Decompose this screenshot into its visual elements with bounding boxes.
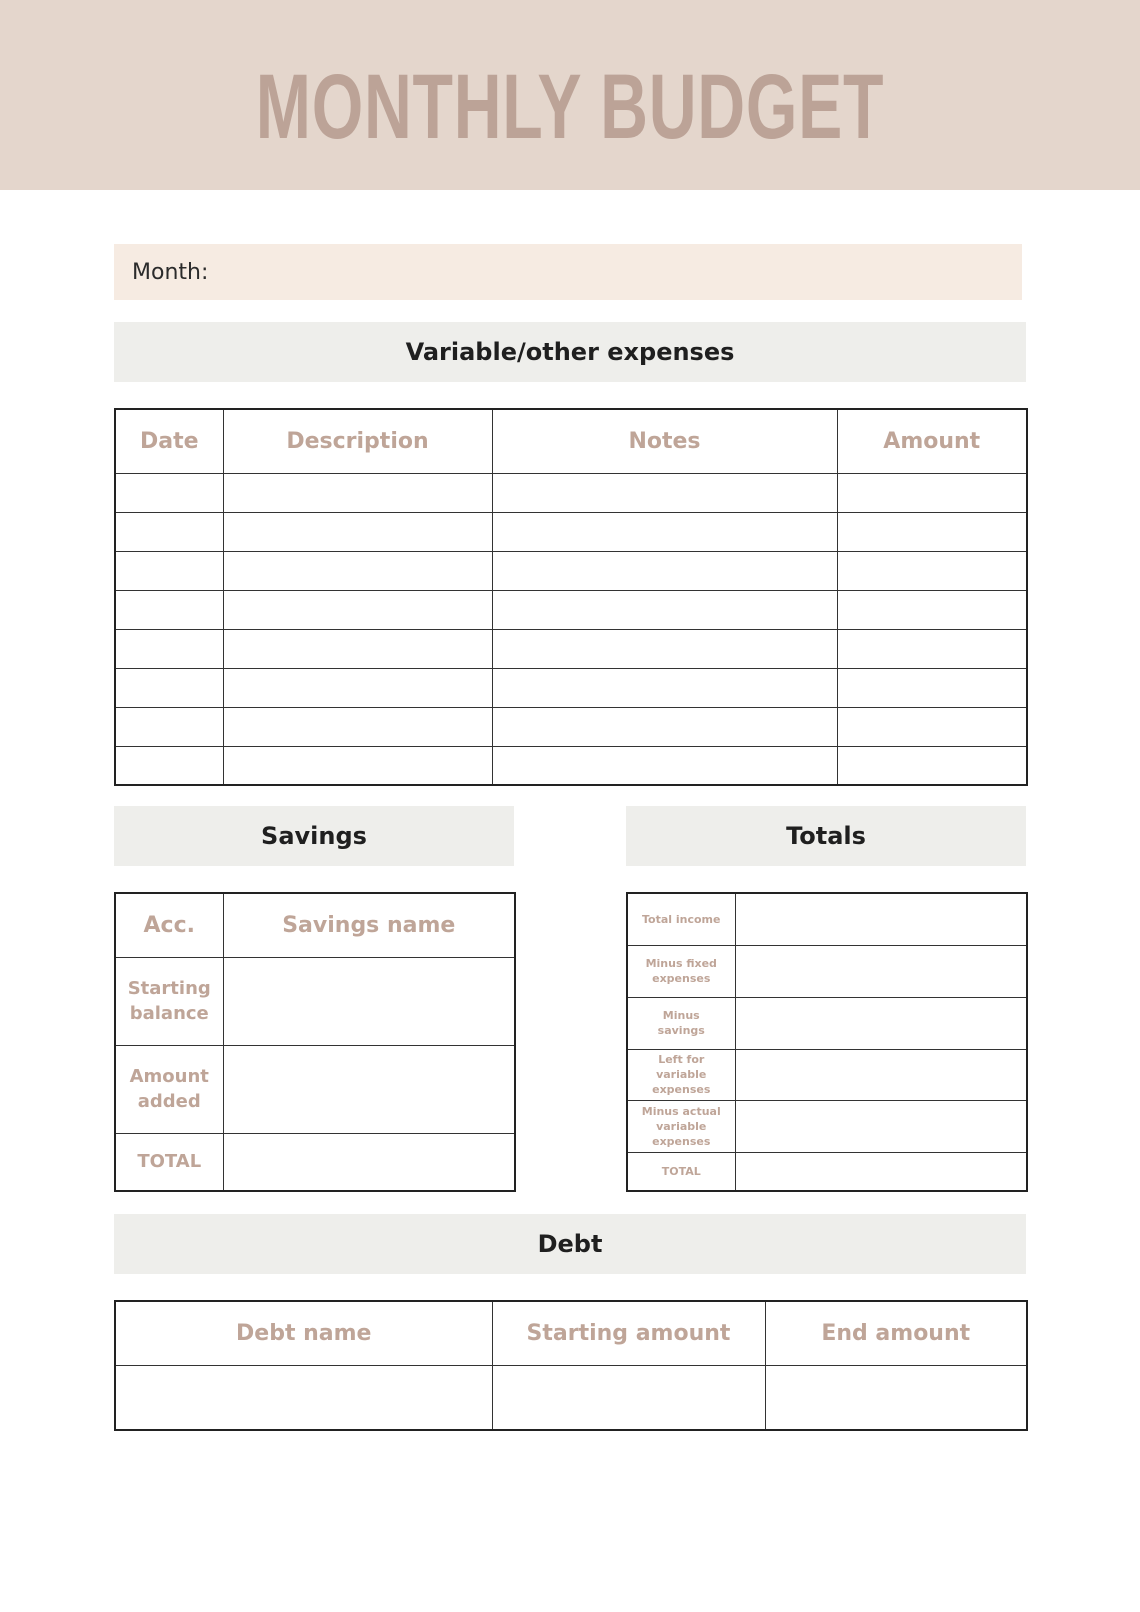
variable-expenses-header: [114, 322, 1026, 382]
description-cell[interactable]: [223, 473, 492, 512]
totals-row-label: Total income: [627, 893, 735, 945]
table-header-row: [115, 409, 1027, 473]
table-row: [627, 997, 1027, 1049]
column-header-amount: Amount: [837, 409, 1027, 473]
totals-cell[interactable]: [735, 1049, 1027, 1100]
amount-cell[interactable]: [837, 746, 1027, 785]
savings-title: Savings: [261, 822, 367, 850]
description-cell[interactable]: [223, 668, 492, 707]
amount-cell[interactable]: [837, 629, 1027, 668]
amount-cell[interactable]: [837, 551, 1027, 590]
totals-title: Totals: [786, 822, 866, 850]
column-header-notes: Notes: [492, 409, 837, 473]
notes-cell[interactable]: [492, 668, 837, 707]
table-row: [115, 893, 515, 957]
notes-cell[interactable]: [492, 590, 837, 629]
table-row: [115, 1045, 515, 1133]
table-row: [115, 1133, 515, 1191]
table-row: [115, 668, 1027, 707]
description-cell[interactable]: [223, 629, 492, 668]
description-cell[interactable]: [223, 551, 492, 590]
amount-cell[interactable]: [837, 668, 1027, 707]
debt-name-cell[interactable]: [115, 1365, 492, 1430]
description-cell[interactable]: [223, 746, 492, 785]
totals-row-label: Left for variable expenses: [627, 1049, 735, 1100]
table-row: [115, 512, 1027, 551]
debt-starting-amount-cell[interactable]: [492, 1365, 765, 1430]
table-row: [115, 707, 1027, 746]
date-cell[interactable]: [115, 707, 223, 746]
date-cell[interactable]: [115, 746, 223, 785]
notes-cell[interactable]: [492, 629, 837, 668]
table-row: [115, 629, 1027, 668]
totals-cell[interactable]: [735, 945, 1027, 997]
totals-row-label: Minus fixed expenses: [627, 945, 735, 997]
debt-end-amount-cell[interactable]: [765, 1365, 1027, 1430]
debt-table: [114, 1300, 1028, 1431]
amount-cell[interactable]: [837, 707, 1027, 746]
amount-cell[interactable]: [837, 473, 1027, 512]
debt-title: Debt: [537, 1230, 603, 1258]
totals-cell[interactable]: [735, 1100, 1027, 1152]
table-row: [627, 1049, 1027, 1100]
table-row: [115, 551, 1027, 590]
amount-cell[interactable]: [837, 590, 1027, 629]
table-row: [115, 1365, 1027, 1430]
savings-table: [114, 892, 516, 1192]
savings-name-header: Savings name: [223, 893, 515, 957]
variable-expenses-table: [114, 408, 1028, 786]
column-header-date: Date: [115, 409, 223, 473]
table-row: [627, 1152, 1027, 1191]
description-cell[interactable]: [223, 590, 492, 629]
savings-cell[interactable]: [223, 1133, 515, 1191]
date-cell[interactable]: [115, 668, 223, 707]
date-cell[interactable]: [115, 590, 223, 629]
savings-cell[interactable]: [223, 957, 515, 1045]
totals-header: [626, 806, 1026, 866]
savings-row-label: TOTAL: [115, 1133, 223, 1191]
amount-cell[interactable]: [837, 512, 1027, 551]
page-title: MONTHLY BUDGET: [255, 56, 885, 158]
table-row: [627, 945, 1027, 997]
table-row: [627, 1100, 1027, 1152]
variable-expenses-body: [115, 473, 1027, 785]
totals-cell[interactable]: [735, 997, 1027, 1049]
variable-expenses-title: Variable/other expenses: [405, 338, 735, 366]
totals-row-label: Minus savings: [627, 997, 735, 1049]
totals-row-label: TOTAL: [627, 1152, 735, 1191]
column-header-end-amount: End amount: [765, 1301, 1027, 1365]
totals-table: [626, 892, 1028, 1192]
date-cell[interactable]: [115, 473, 223, 512]
column-header-description: Description: [223, 409, 492, 473]
notes-cell[interactable]: [492, 746, 837, 785]
column-header-starting-amount: Starting amount: [492, 1301, 765, 1365]
table-row: [627, 893, 1027, 945]
totals-cell[interactable]: [735, 893, 1027, 945]
table-row: [115, 473, 1027, 512]
notes-cell[interactable]: [492, 551, 837, 590]
notes-cell[interactable]: [492, 473, 837, 512]
table-header-row: [115, 1301, 1027, 1365]
date-cell[interactable]: [115, 629, 223, 668]
totals-cell[interactable]: [735, 1152, 1027, 1191]
savings-acc-header: Acc.: [115, 893, 223, 957]
savings-header: [114, 806, 514, 866]
month-label: Month:: [132, 259, 209, 285]
table-row: [115, 746, 1027, 785]
date-cell[interactable]: [115, 512, 223, 551]
table-row: [115, 590, 1027, 629]
debt-header: [114, 1214, 1026, 1274]
column-header-debt-name: Debt name: [115, 1301, 492, 1365]
totals-row-label: Minus actual variable expenses: [627, 1100, 735, 1152]
month-field[interactable]: [114, 244, 1022, 300]
savings-row-label: Starting balance: [115, 957, 223, 1045]
date-cell[interactable]: [115, 551, 223, 590]
savings-cell[interactable]: [223, 1045, 515, 1133]
description-cell[interactable]: [223, 707, 492, 746]
notes-cell[interactable]: [492, 512, 837, 551]
table-row: [115, 957, 515, 1045]
notes-cell[interactable]: [492, 707, 837, 746]
savings-row-label: Amount added: [115, 1045, 223, 1133]
description-cell[interactable]: [223, 512, 492, 551]
